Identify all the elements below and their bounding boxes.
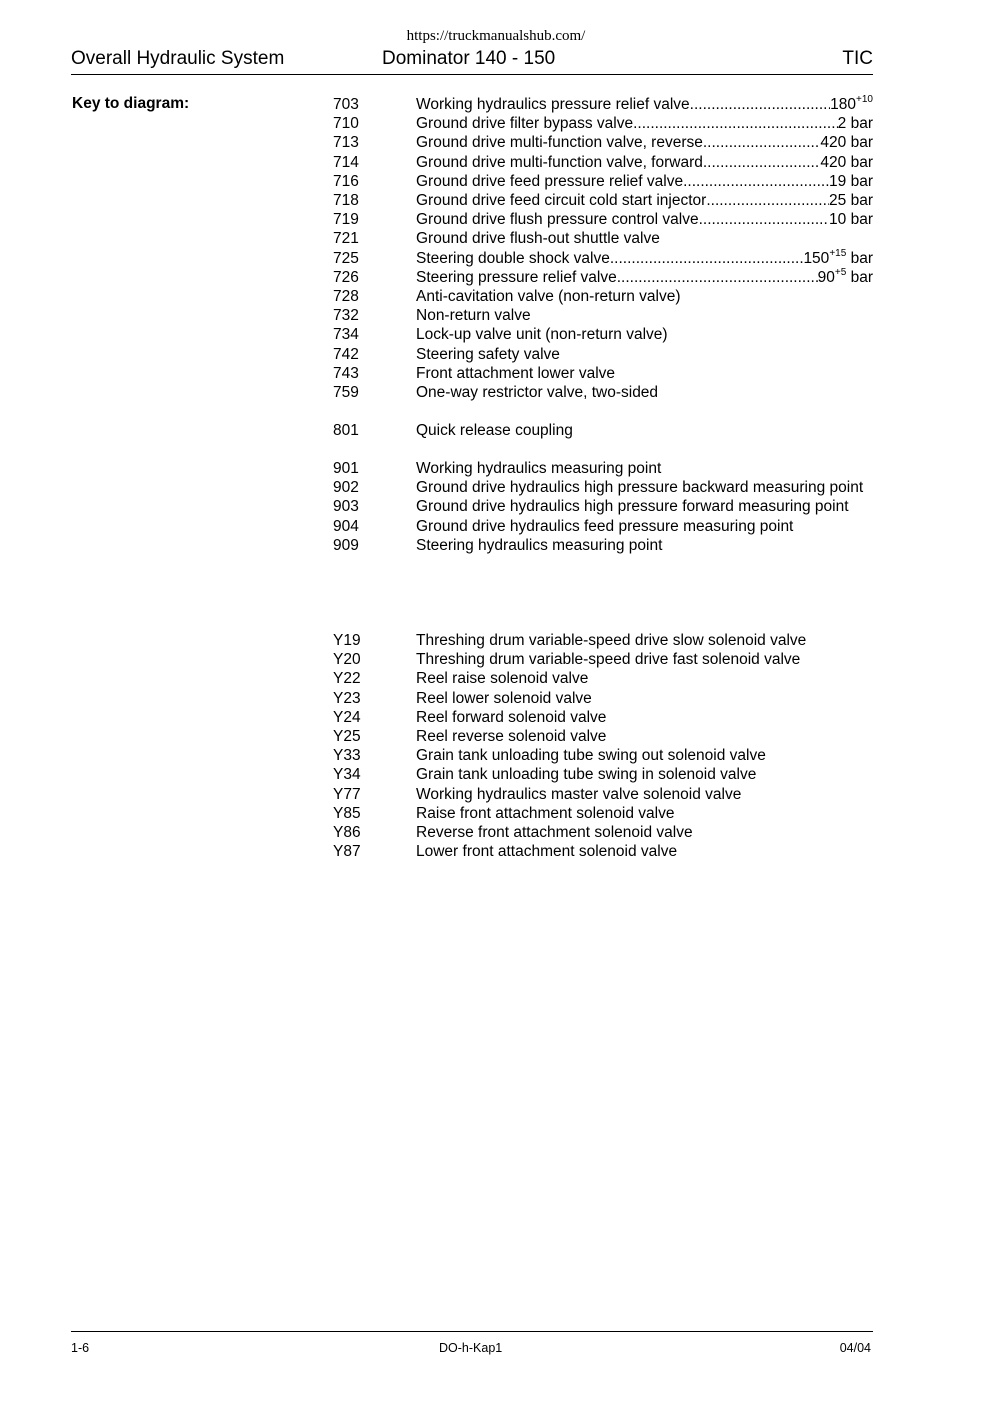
item-text: Threshing drum variable-speed drive fast solenoid valve bbox=[416, 651, 801, 669]
valves-list bbox=[333, 95, 873, 402]
list-item bbox=[333, 746, 873, 765]
list-item bbox=[333, 765, 873, 784]
item-text: Steering hydraulics measuring point bbox=[416, 536, 663, 554]
item-code: 725 bbox=[333, 249, 359, 267]
item-code: Y87 bbox=[333, 843, 361, 861]
dot-leader bbox=[610, 249, 804, 268]
item-code: 904 bbox=[333, 517, 359, 535]
item-text: Reel raise solenoid valve bbox=[416, 670, 589, 688]
value-tolerance: +10 bbox=[856, 94, 873, 105]
dot-leader bbox=[703, 133, 821, 152]
list-item bbox=[333, 133, 873, 152]
couplings-list bbox=[333, 421, 873, 440]
item-code: 901 bbox=[333, 460, 359, 477]
list-item bbox=[333, 249, 873, 268]
item-description bbox=[416, 249, 873, 268]
item-code: Y24 bbox=[333, 708, 361, 726]
item-code: 716 bbox=[333, 172, 359, 190]
item-description bbox=[416, 114, 873, 133]
list-item bbox=[333, 517, 873, 536]
item-code: Y86 bbox=[333, 824, 361, 842]
item-code: 732 bbox=[333, 307, 359, 325]
item-value bbox=[829, 210, 873, 229]
item-description bbox=[416, 268, 873, 287]
item-code: 903 bbox=[333, 498, 359, 516]
item-code: Y34 bbox=[333, 766, 361, 784]
item-description bbox=[416, 133, 873, 152]
list-item bbox=[333, 727, 873, 746]
list-item bbox=[333, 421, 873, 440]
item-code: Y22 bbox=[333, 670, 361, 688]
value-tolerance: +5 bbox=[834, 266, 847, 278]
item-text: Anti-cavitation valve (non-return valve) bbox=[416, 288, 681, 306]
dot-leader bbox=[690, 95, 830, 114]
value-number: 2 bar bbox=[837, 115, 873, 133]
value-number: 420 bar bbox=[820, 153, 873, 171]
item-text: Ground drive feed pressure relief valve bbox=[416, 172, 684, 190]
item-code: 719 bbox=[333, 211, 359, 229]
item-code: 909 bbox=[333, 536, 359, 554]
value-number: 19 bar bbox=[829, 172, 873, 190]
value-number: 10 bar bbox=[829, 211, 873, 229]
item-text: Steering pressure relief valve bbox=[416, 268, 617, 286]
item-value bbox=[829, 191, 873, 210]
item-text: Ground drive feed circuit cold start injector bbox=[416, 192, 707, 210]
list-item bbox=[333, 631, 873, 650]
value-number: 180 bbox=[830, 96, 857, 113]
value-number: 420 bar bbox=[820, 134, 873, 152]
item-code: 743 bbox=[333, 364, 359, 382]
item-code: 714 bbox=[333, 153, 359, 171]
item-code: Y25 bbox=[333, 728, 361, 746]
item-text: Reel lower solenoid valve bbox=[416, 689, 592, 707]
item-description bbox=[416, 191, 873, 210]
list-item bbox=[333, 268, 873, 287]
item-text: Lock-up valve unit (non-return valve) bbox=[416, 326, 668, 344]
footer-rule bbox=[71, 1331, 873, 1332]
list-item bbox=[333, 325, 873, 344]
item-text: Working hydraulics pressure relief valve bbox=[416, 96, 690, 113]
item-value bbox=[829, 172, 873, 191]
list-item bbox=[333, 114, 873, 133]
list-item bbox=[333, 650, 873, 669]
item-text: Working hydraulics master valve solenoid valve bbox=[416, 785, 742, 803]
item-code: 703 bbox=[333, 96, 359, 113]
list-item bbox=[333, 345, 873, 364]
item-text: Working hydraulics measuring point bbox=[416, 460, 662, 477]
item-text: Ground drive multi-function valve, reverse bbox=[416, 134, 703, 152]
item-description bbox=[416, 153, 873, 172]
dot-leader bbox=[633, 114, 838, 133]
value-tolerance: +15 bbox=[829, 247, 847, 259]
value-unit: bar bbox=[846, 268, 873, 286]
list-item bbox=[333, 785, 873, 804]
item-code: Y19 bbox=[333, 632, 361, 649]
list-item bbox=[333, 191, 873, 210]
value-number: 90 bbox=[817, 268, 835, 286]
item-description bbox=[416, 210, 873, 229]
list-item bbox=[333, 287, 873, 306]
list-item bbox=[333, 229, 873, 248]
item-text: Front attachment lower valve bbox=[416, 364, 616, 382]
item-code: 801 bbox=[333, 422, 359, 439]
item-code: Y33 bbox=[333, 747, 361, 765]
item-value bbox=[818, 268, 873, 287]
dot-leader bbox=[617, 268, 818, 287]
item-code: 726 bbox=[333, 268, 359, 286]
item-text: Ground drive flush pressure control valve bbox=[416, 211, 699, 229]
item-text: Non-return valve bbox=[416, 307, 531, 325]
item-code: 710 bbox=[333, 115, 359, 133]
item-value bbox=[820, 153, 873, 172]
item-description bbox=[416, 95, 873, 114]
item-text: Steering safety valve bbox=[416, 345, 560, 363]
item-code: Y77 bbox=[333, 785, 361, 803]
list-item bbox=[333, 210, 873, 229]
item-code: 759 bbox=[333, 384, 359, 402]
value-number: 150 bbox=[803, 249, 830, 267]
list-item bbox=[333, 497, 873, 516]
solenoids-list bbox=[333, 631, 873, 861]
dot-leader bbox=[699, 210, 829, 229]
document-code: DO-h-Kap1 bbox=[439, 1341, 503, 1355]
item-code: 902 bbox=[333, 479, 359, 497]
item-code: 718 bbox=[333, 192, 359, 210]
item-text: Raise front attachment solenoid valve bbox=[416, 804, 675, 822]
list-item bbox=[333, 364, 873, 383]
list-item bbox=[333, 459, 873, 478]
item-value bbox=[830, 95, 873, 114]
list-item bbox=[333, 306, 873, 325]
item-code: 742 bbox=[333, 345, 359, 363]
list-item bbox=[333, 842, 873, 861]
item-code: 713 bbox=[333, 134, 359, 152]
item-value bbox=[838, 114, 873, 133]
item-value bbox=[803, 249, 873, 268]
item-code: 721 bbox=[333, 230, 359, 248]
list-item bbox=[333, 669, 873, 688]
item-text: Grain tank unloading tube swing in solenoid valve bbox=[416, 766, 757, 784]
item-text: Grain tank unloading tube swing out solenoid valve bbox=[416, 747, 766, 765]
list-item bbox=[333, 153, 873, 172]
item-text: Reel reverse solenoid valve bbox=[416, 728, 607, 746]
list-item bbox=[333, 708, 873, 727]
item-text: Steering double shock valve bbox=[416, 249, 610, 267]
item-code: 734 bbox=[333, 326, 359, 344]
item-text: Ground drive flush-out shuttle valve bbox=[416, 230, 660, 248]
source-url[interactable]: https://truckmanualshub.com/ bbox=[406, 28, 586, 44]
list-item bbox=[333, 689, 873, 708]
page-number: 1-6 bbox=[71, 1341, 90, 1355]
item-text: Ground drive filter bypass valve bbox=[416, 115, 634, 133]
item-code: 728 bbox=[333, 288, 359, 306]
list-item bbox=[333, 536, 873, 555]
list-item bbox=[333, 172, 873, 191]
item-text: Ground drive hydraulics high pressure forward measuring point bbox=[416, 498, 849, 516]
item-text: Lower front attachment solenoid valve bbox=[416, 843, 678, 861]
manufacturer-code: TIC bbox=[842, 48, 873, 69]
item-text: One-way restrictor valve, two-sided bbox=[416, 384, 659, 402]
measuring-points-list bbox=[333, 459, 873, 555]
list-item bbox=[333, 95, 873, 114]
item-code: Y85 bbox=[333, 804, 361, 822]
dot-leader bbox=[706, 191, 829, 210]
key-label: Key to diagram: bbox=[72, 95, 190, 112]
item-text: Reel forward solenoid valve bbox=[416, 708, 607, 726]
section-title: Overall Hydraulic System bbox=[71, 48, 285, 69]
value-number: 25 bar bbox=[829, 192, 873, 210]
item-text: Ground drive hydraulics feed pressure measuring point bbox=[416, 517, 794, 535]
item-code: Y23 bbox=[333, 689, 361, 707]
item-text: Quick release coupling bbox=[416, 422, 573, 439]
value-unit: bar bbox=[846, 249, 873, 267]
item-value bbox=[820, 133, 873, 152]
item-description bbox=[416, 172, 873, 191]
list-item bbox=[333, 804, 873, 823]
list-item bbox=[333, 383, 873, 402]
list-item bbox=[333, 478, 873, 497]
item-text: Ground drive hydraulics high pressure backward measuring point bbox=[416, 479, 864, 497]
item-text: Threshing drum variable-speed drive slow solenoid valve bbox=[416, 632, 807, 649]
item-code: Y20 bbox=[333, 651, 361, 669]
dot-leader bbox=[683, 172, 829, 191]
header-rule bbox=[71, 74, 873, 75]
list-item bbox=[333, 823, 873, 842]
document-date: 04/04 bbox=[839, 1341, 871, 1355]
dot-leader bbox=[703, 153, 821, 172]
model-title: Dominator 140 - 150 bbox=[382, 48, 556, 69]
item-text: Reverse front attachment solenoid valve bbox=[416, 824, 693, 842]
item-text: Ground drive multi-function valve, forward bbox=[416, 153, 703, 171]
